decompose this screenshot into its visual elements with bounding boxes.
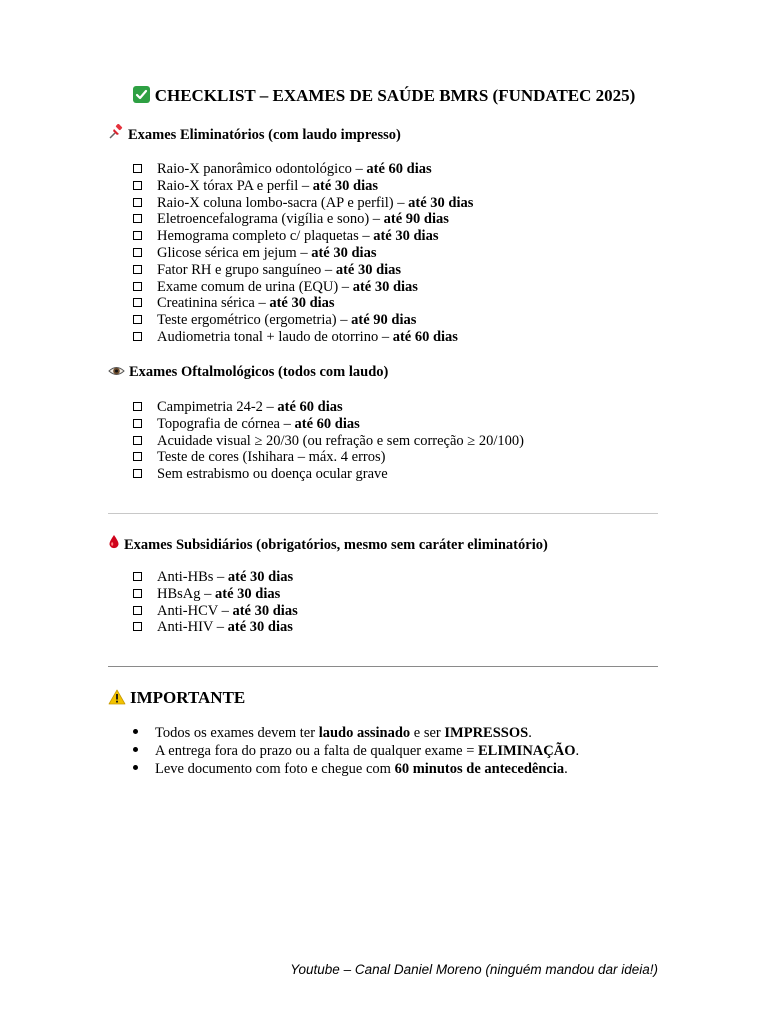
list-item: Creatinina sérica – até 30 dias [133, 295, 473, 312]
list-item: Acuidade visual ≥ 20/30 (ou refração e sem correção ≥ 20/100) [133, 433, 524, 450]
list-item: Teste de cores (Ishihara – máx. 4 erros) [133, 449, 524, 466]
check-mark-icon [133, 86, 150, 103]
checkbox-icon[interactable] [133, 298, 142, 307]
checkbox-icon[interactable] [133, 282, 142, 291]
bullet-icon [133, 747, 138, 752]
checkbox-icon[interactable] [133, 315, 142, 324]
section-divider [108, 666, 658, 667]
list-item: Glicose sérica em jejum – até 30 dias [133, 245, 473, 262]
checklist-subsidiarios [133, 569, 298, 636]
list-item: Leve documento com foto e chegue com 60 minutos de antecedência. [133, 760, 579, 778]
checkbox-icon[interactable] [133, 419, 142, 428]
bullet-icon [133, 729, 138, 734]
important-heading-text: IMPORTANTE [130, 688, 246, 707]
checkbox-icon[interactable] [133, 332, 142, 341]
list-item: Topografia de córnea – até 60 dias [133, 416, 524, 433]
page-title [0, 86, 768, 106]
section-heading-oftalmologicos [108, 363, 388, 382]
list-item: Raio-X panorâmico odontológico – até 60 dias [133, 161, 473, 178]
list-item: Anti-HBs – até 30 dias [133, 569, 298, 586]
checklist-eliminatorios [133, 161, 473, 346]
checkbox-icon[interactable] [133, 265, 142, 274]
checkbox-icon[interactable] [133, 606, 142, 615]
list-item: Raio-X tórax PA e perfil – até 30 dias [133, 178, 473, 195]
checkbox-icon[interactable] [133, 214, 142, 223]
checkbox-icon[interactable] [133, 589, 142, 598]
checkbox-icon[interactable] [133, 231, 142, 240]
footer-credit: Youtube – Canal Daniel Moreno (ninguém mandou dar ideia!) [290, 962, 658, 977]
section-heading-text: Exames Eliminatórios (com laudo impresso) [128, 127, 401, 143]
section-divider [108, 513, 658, 514]
checkbox-icon[interactable] [133, 469, 142, 478]
list-item: A entrega fora do prazo ou a falta de qualquer exame = ELIMINAÇÃO. [133, 742, 579, 760]
list-item: Audiometria tonal + laudo de otorrino – até 60 dias [133, 329, 473, 346]
list-item: Sem estrabismo ou doença ocular grave [133, 466, 524, 483]
title-text: CHECKLIST – EXAMES DE SAÚDE BMRS (FUNDATEC 2025) [154, 86, 636, 105]
eye-icon [108, 364, 125, 382]
list-item: Anti-HCV – até 30 dias [133, 603, 298, 620]
list-item: Raio-X coluna lombo-sacra (AP e perfil) – até 30 dias [133, 195, 473, 212]
list-item: Hemograma completo c/ plaquetas – até 30 dias [133, 228, 473, 245]
list-item: HBsAg – até 30 dias [133, 586, 298, 603]
checkbox-icon[interactable] [133, 572, 142, 581]
section-heading-eliminatorios [108, 124, 401, 145]
checklist-oftalmologicos [133, 399, 524, 483]
bullet-icon [133, 765, 138, 770]
warning-icon [108, 689, 126, 710]
pushpin-icon [108, 124, 124, 145]
checkbox-icon[interactable] [133, 452, 142, 461]
important-list [133, 724, 579, 778]
list-item: Teste ergométrico (ergometria) – até 90 dias [133, 312, 473, 329]
important-heading [108, 688, 245, 710]
list-item: Campimetria 24-2 – até 60 dias [133, 399, 524, 416]
section-heading-text: Exames Oftalmológicos (todos com laudo) [129, 364, 389, 380]
checkbox-icon[interactable] [133, 436, 142, 445]
checkbox-icon[interactable] [133, 181, 142, 190]
list-item: Eletroencefalograma (vigília e sono) – até 90 dias [133, 211, 473, 228]
checkbox-icon[interactable] [133, 622, 142, 631]
list-item: Exame comum de urina (EQU) – até 30 dias [133, 279, 473, 296]
checkbox-icon[interactable] [133, 198, 142, 207]
list-item: Todos os exames devem ter laudo assinado e ser IMPRESSOS. [133, 724, 579, 742]
section-heading-text: Exames Subsidiários (obrigatórios, mesmo sem caráter eliminatório) [124, 537, 548, 553]
checkbox-icon[interactable] [133, 402, 142, 411]
list-item: Fator RH e grupo sanguíneo – até 30 dias [133, 262, 473, 279]
checkbox-icon[interactable] [133, 248, 142, 257]
list-item: Anti-HIV – até 30 dias [133, 619, 298, 636]
checkbox-icon[interactable] [133, 164, 142, 173]
section-heading-subsidiarios [108, 534, 548, 555]
blood-drop-icon [108, 534, 120, 555]
